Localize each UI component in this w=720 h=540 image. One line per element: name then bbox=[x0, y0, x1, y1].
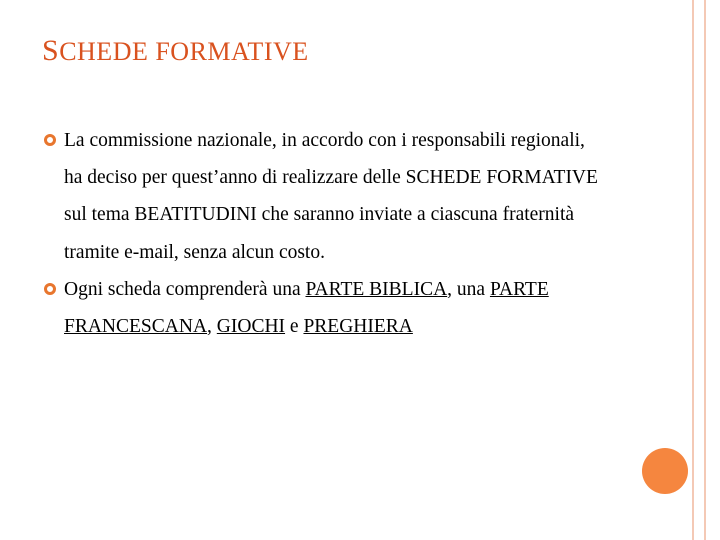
decorative-side-rail bbox=[692, 0, 706, 540]
separator-3: e bbox=[285, 316, 304, 338]
bullet-item-2 bbox=[44, 271, 604, 345]
decorative-orange-circle bbox=[642, 448, 688, 494]
underlined-parte-francescana: PARTE FRANCESCANA bbox=[64, 278, 549, 338]
underlined-parte-biblica: PARTE BIBLICA bbox=[305, 278, 448, 300]
separator-2: , bbox=[207, 316, 217, 338]
bullet-icon bbox=[44, 283, 56, 295]
underlined-giochi: GIOCHI bbox=[216, 316, 286, 338]
title-rest: CHEDE FORMATIVE bbox=[59, 37, 309, 66]
bullet-text-2-prefix: Ogni scheda comprenderà una bbox=[64, 278, 306, 300]
slide-title bbox=[42, 34, 309, 68]
bullet-item-1 bbox=[44, 122, 604, 271]
bullet-text-1: La commissione nazionale, in accordo con i responsabili regionali, ha deciso per quest’anno di realizzare delle SCHEDE FORMATIVE sul tema BEATITUDINI che saranno inviate a ciascuna fraternità tramite e-mail, senza alcun costo. bbox=[64, 130, 598, 263]
underlined-preghiera: PREGHIERA bbox=[303, 316, 413, 338]
bullet-icon bbox=[44, 134, 56, 146]
title-initial: S bbox=[42, 34, 60, 67]
slide-body bbox=[44, 122, 604, 345]
separator-1: , una bbox=[447, 278, 490, 300]
